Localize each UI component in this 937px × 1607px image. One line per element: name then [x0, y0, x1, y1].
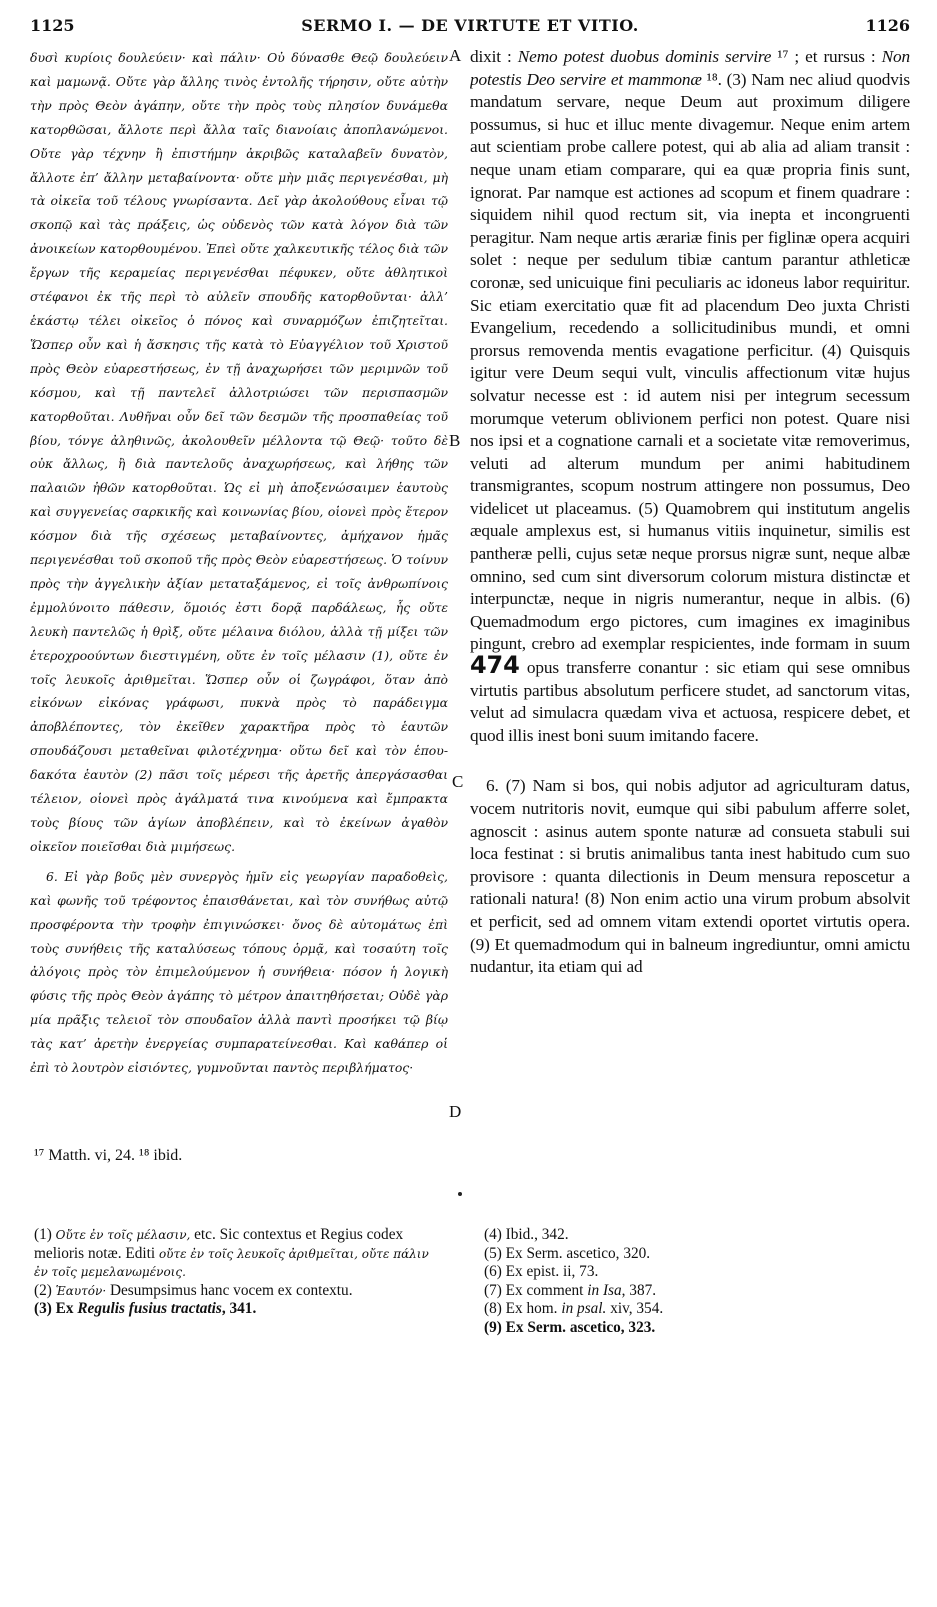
footnotes-right	[484, 1226, 884, 1337]
fn-text: Desumpsimus hanc vocem ex contextu.	[106, 1281, 353, 1299]
print-dot	[458, 1192, 462, 1196]
greek-column	[30, 46, 448, 1136]
fn-text: (8) Ex hom.	[484, 1300, 562, 1317]
latin-column	[470, 46, 910, 1136]
footnote-9: (9) Ex Serm. ascetico, 323.	[484, 1318, 656, 1336]
latin-quote-2: Non potestis Deo servire et mammonæ	[470, 47, 910, 89]
edition-page-mark: 474	[470, 651, 520, 680]
page-number-right: 1126	[865, 16, 910, 35]
fn-greek: οὔτε ἐν τοῖς λευκοῖς ἀριθμεῖται, οὔτε πάλιν ἐν τοῖς μεμελανωμένοις.	[34, 1246, 429, 1279]
running-header	[30, 16, 910, 40]
latin-text: ¹⁷ ; et rursus :	[771, 47, 882, 66]
greek-paragraph-2	[30, 865, 448, 1080]
latin-text: opus transferre conantur : sic etiam qui sese omnibus virtutis partibus absolutum perficere studet, ad sanctorum vitas, velut ad simulacra quædam viva et actuosa, respicere debet, et quod illis inest boni suum imitando facere.	[470, 658, 910, 745]
margin-letter-a: A	[449, 46, 462, 65]
latin-text: dixit :	[470, 47, 518, 66]
fn-text: (3) Ex	[34, 1300, 78, 1317]
margin-letter-d: D	[449, 1102, 462, 1121]
footnote-5: (5) Ex Serm. ascetico, 320.	[484, 1244, 651, 1262]
latin-text: ¹⁸. (3) Nam nec aliud quodvis mandatum servare, neque Deum aut proximum diligere possumus, si huc et illuc mente divagemur. Neque enim artem aut scientiam probe callere potest, qui ab alia ad aliam transit : neque unam etiam comparare, qui ea quæ propria finis sunt, ignorat. Par namque est actiones ad scopum et finem quadrare : siquidem nihil quod rectum sit, via inepta et incongruenti peragitur. Nam neque artis ærariæ finis per figlinæ opera acquiri solet : neque per sedulum tibiæ cantum parantur athleticæ coronæ, sed unicuique fini peculiaris ac idoneus labor requiritur. Sic etiam exercitatio quæ fit ad placendum Deo juxta Christi Evangelium, recedendo a sollicitudinibus mundi, et omni prorsus removenda mentis evagatione perficitur. (4) Quisquis igitur vere Deum sequi vult, vinculis affectionum vitæ hujus solvatur necesse est : id autem nisi per integrum secessum morumque veterum oblivionem perfici non potest. Quare nisi nos ipsi et a cognatione carnali et a societate vitæ removerimus, veluti ad alterum mundum per animi habitudinem transmigrantes, scopum nostrum attingere non possumus, Deo videlicet ut placeamus. (5) Quamobrem qui institutum angelis æquale amplexus est, si humanus vitiis inquinetur, similis est pantheræ pelli, cujus setæ neque prorsus nigræ sunt, neque albæ omnino, sed cum sint diversorum colorum mistura distinctæ et interpunctæ, neque in nigris numerantur, neque in albis. (6) Quemadmodum ergo pictores, cum imagines ex imaginibus pingunt, crebro ad exemplar respicientes, inde formam in suum	[470, 69, 910, 654]
latin-paragraph-2	[470, 775, 910, 978]
latin-quote-1: Nemo potest duobus dominis servire	[517, 47, 772, 66]
footnotes-left	[34, 1226, 444, 1319]
margin-letter-b: B	[449, 431, 461, 450]
footnote-8	[484, 1300, 884, 1319]
fn-greek: Ἑαυτόν·	[55, 1283, 107, 1298]
page-number-left: 1125	[30, 16, 75, 35]
scripture-note: ¹⁷ Matth. vi, 24. ¹⁸ ibid.	[34, 1147, 183, 1164]
footnote-1	[34, 1226, 444, 1282]
greek-paragraph-1: δυσὶ κυρίοις δουλεύειν· καὶ πάλιν· Οὐ δύνασθε Θεῷ δουλεύειν καὶ μαμωνᾷ. Οὔτε γὰρ ἄλλης τινὸς ἐντολῆς τήρησιν, οὔτε αὐτὴν τὴν πρὸς Θεὸν ἀγάπην, οὔτε τὴν πρὸς τοὺς πλησίον δυνάμεθα κατορθῶσαι, ἄλλοτε περὶ ἄλλα ταῖς διανοίαις ἀποπλανώμενοι. Οὔτε γὰρ τέχνην ἢ ἐπιστήμην ἀκριβῶς καταλαβεῖν δυνατὸν, ἄλλοτε ἐπ’ ἄλλην μεταβαίνοντα· οὔτε μὴν μιᾶς περιγενέσθαι, μὴ τὰ οἰκεῖα τοῦ τέλους γνωρίσαντα. Δεῖ γὰρ ἀκολούθους εἶναι τῷ σκοπῷ καὶ τὰς πράξεις, ὡς οὐδενὸς τῶν κατὰ λόγον διὰ τῶν ἀνοικείων κατορθουμένου. Ἐπεὶ οὔτε χαλκευτικῆς τέλος διὰ τῶν ἔργων τῆς κεραμείας περιγενέσθαι πέφυκεν, οὔτε ἀθλητικοὶ στέφανοι ἐκ τῆς περὶ τὸ αὐλεῖν σπουδῆς κατορθοῦνται· ἀλλ’ ἑκάστῳ τέλει οἰκεῖος ὁ πόνος καὶ συναρμόζων ἐπιζητεῖται. Ὥσπερ οὖν καὶ ἡ ἄσκησις τῆς κατὰ τὸ Εὐαγγέλιον τοῦ Χριστοῦ πρὸς Θεὸν εὐαρεστήσεως, ἐν τῇ ἀναχωρήσει τῶν μεριμνῶν τοῦ κόσμου, καὶ τῇ παντελεῖ ἀλλοτριώσει τῶν περισπασμῶν κατορθοῦται. Λυθῆναι οὖν δεῖ τῶν δεσμῶν τῆς προσπαθείας τοῦ βίου, τόνγε ἀληθινῶς, ἀκολουθεῖν μέλλοντα τῷ Θεῷ· τοῦτο δὲ οὐκ ἄλλως, ἢ διὰ παντελοῦς ἀναχωρήσεως, καὶ λήθης τῶν παλαιῶν ἠθῶν κατορθοῦται. Ὡς εἰ μὴ ἀποξενώσαιμεν ἑαυτοὺς καὶ συγγενείας σαρκικῆς καὶ κοινωνίας βίου, οἱονεὶ πρὸς ἕτερον κόσμον διὰ τῆς σχέσεως μεταβαίνοντες, ἀμήχανον ἡμᾶς περιγενέσθαι τοῦ σκοποῦ τῆς πρὸς Θεὸν εὐαρεστήσεως. Ὁ τοίνυν πρὸς τὴν ἀγγελικὴν ἀξίαν μεταταξάμενος, εἰ τοῖς ἀνθρωπίνοις ἐμμολύνοιτο πάθεσιν, ὅμοιός ἐστι δορᾷ παρδάλεως, ἧς οὔτε λευκὴ παντελῶς ἡ θρὶξ, οὔτε μέλαινα διόλου, ἀλλὰ τῇ μίξει τῶν ἑτεροχροούντων διεστιγμένη, οὔτε ἐν τοῖς μέλασιν (1), οὔτε ἐν τοῖς λευκοῖς ἀριθμεῖται. Ὥσπερ οὖν οἱ ζωγράφοι, ὅταν ἀπὸ εἰκόνων εἰκόνας γράφωσι, πυκνὰ πρὸς τὸ παράδειγμα ἀποβλέποντες, τὸν ἐκεῖθεν χαρακτῆρα πρὸς τὸ ἑαυτῶν σπουδάζουσι μεταθεῖναι φιλοτέχνημα· οὕτω δεῖ καὶ τὸν ἑπουδακότα ἑαυτὸν (2) πᾶσι τοῖς μέρεσι τῆς ἀρετῆς ἀπεργάσασθαι τέλειον, οἱονεὶ πρὸς ἀγάλματά τινα κινούμενα καὶ ἔμπρακτα τοὺς βίους τῶν ἁγίων ἀποβλέπειν, καὶ τὸ ἐκείνων ἀγαθὸν οἰκεῖον ποιεῖσθαι διὰ μιμήσεως.	[30, 50, 448, 854]
footnote-4: (4) Ibid., 342.	[484, 1226, 569, 1243]
fn-text: (1)	[34, 1226, 56, 1243]
greek-paragraph-2-text: 6. Εἰ γὰρ βοῦς μὲν συνεργὸς ἡμῖν εἰς γεωργίαν παραδοθεὶς, καὶ φωνῆς τοῦ τρέφοντος ἐπαισθάνεται, καὶ τὸν συνήθως αὐτῷ προσφέροντα τὴν τροφὴν ἐπιγινώσκει· ὄνος δὲ αὐτομάτως ἐπὶ τοὺς συνήθεις τῆς καταλύσεως τόπους ὁρμᾷ, καὶ τοσαύτη τοῖς ἀλόγοις πρὸς τὸν ἐπιμελούμενον ἡ συνήθεια· πόσον ἡ λογικὴ φύσις τῆς πρὸς Θεὸν ἀγάπης τὸ μέτρον ἀπαιτηθήσεται; Οὐδὲ γὰρ μία πρᾶξις τελειοῖ τὸν σπουδαῖον ἀλλὰ παντὶ προσήκει τῷ βίῳ τὰς κατ’ ἀρετὴν ἐνεργείας συμπαρατείνεσθαι. Καὶ καθάπερ οἱ ἐπὶ τὸ λουτρὸν εἰσιόντες, γυμνοῦνται παντὸς περιβλήματος·	[30, 868, 448, 1076]
fn-text: , 387.	[621, 1281, 657, 1299]
page-title: SERMO I. — DE VIRTUTE ET VITIO.	[301, 16, 639, 35]
fn-text: (7) Ex comment	[484, 1281, 588, 1299]
latin-paragraph-2-text: 6. (7) Nam si bos, qui nobis adjutor ad agriculturam datus, vocem nutritoris novit, eumque qui sibi pabulum afferre solet, agnoscit : asinus autem sponte naturæ ad consueta stabuli sui loca festinat : si brutis animalibus tanta inest habitudo cum suo provisore : quanta dilectionis in Deum mensura reposcetur a rationali natura! (8) Non enim actio una virum probum absolvit et perficit, sed ad omnem vitam extendi oportet virtutis opera. (9) Et quemadmodum qui in balneum ingrediuntur, omni amictu nudantur, ita etiam qui ad	[470, 776, 910, 977]
fn-text: xiv, 354.	[606, 1300, 664, 1317]
footnote-7	[484, 1282, 884, 1301]
footnote-2	[34, 1282, 444, 1301]
fn-text: etc. Sic contextus et Regius codex melioris notæ. Editi	[34, 1226, 404, 1262]
latin-paragraph-1	[470, 46, 910, 747]
fn-italic: in Isa	[587, 1281, 622, 1299]
fn-text: (2)	[34, 1281, 56, 1299]
margin-letter-c: C	[452, 772, 464, 791]
fn-italic: in psal.	[561, 1300, 607, 1317]
footnote-6: (6) Ex epist. ii, 73.	[484, 1263, 599, 1280]
fn-italic: Regulis fusius tractatis	[77, 1300, 222, 1317]
footnote-3	[34, 1300, 444, 1319]
fn-greek: Οὔτε ἐν τοῖς μέλασιν,	[55, 1228, 191, 1242]
fn-text: , 341.	[221, 1300, 257, 1317]
